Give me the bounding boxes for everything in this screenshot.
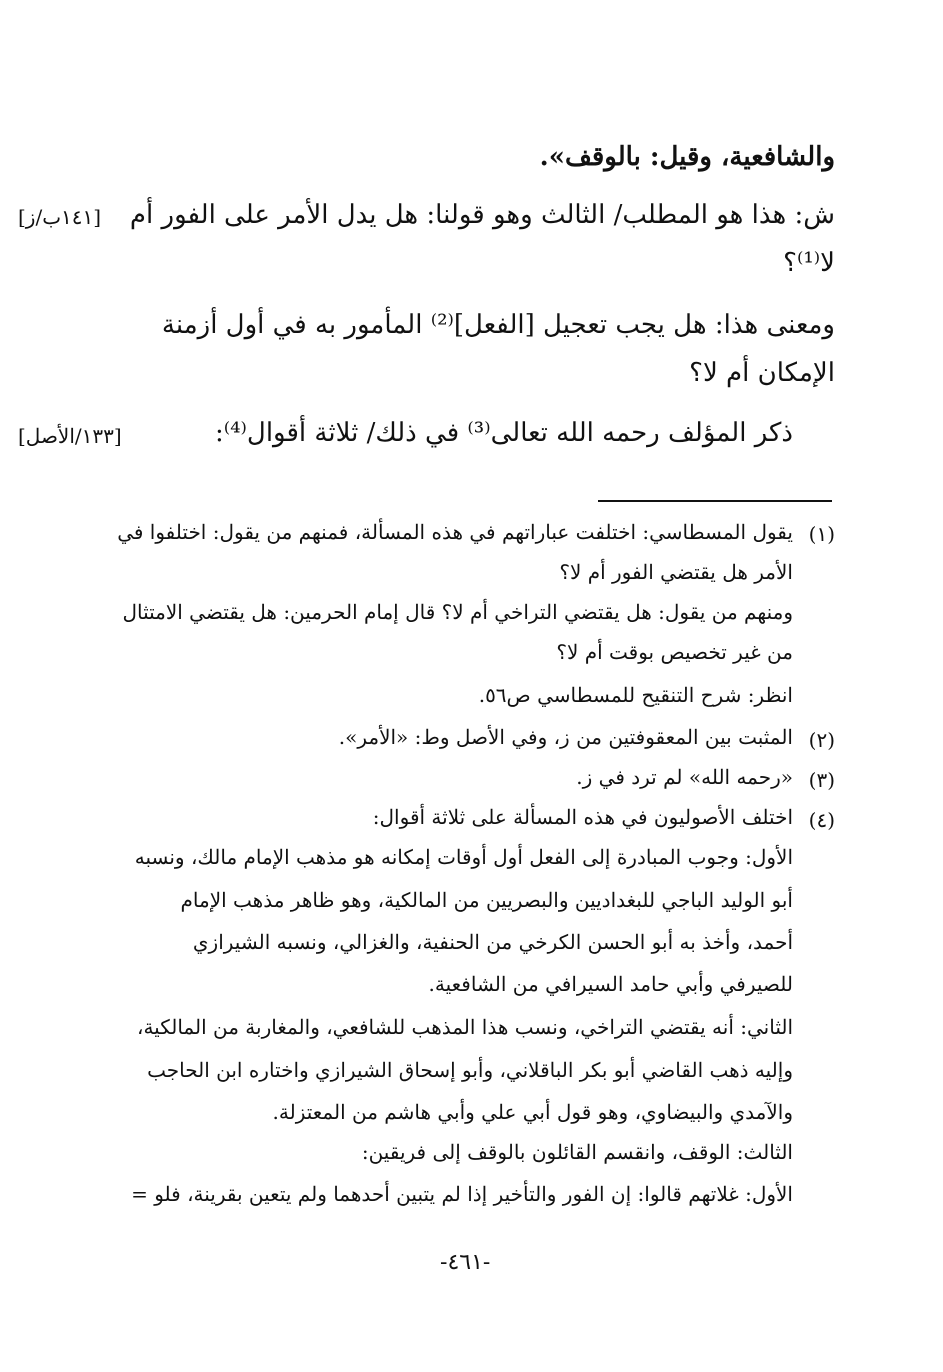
footnote-4-line-6: الثاني: أنه يقتضي التراخي، ونسب هذا المذهب للشافعي، والمغاربة من المالكية،	[136, 1015, 793, 1039]
footnote-4-line-7: وإليه ذهب القاضي أبو بكر الباقلاني، وأبو إسحاق الشيرازي واختاره ابن الحاجب	[147, 1058, 793, 1082]
footnote-1-line-4: من غير تخصيص بوقت أم لا؟	[556, 640, 793, 664]
main-line-2: ش: هذا هو المطلب/ الثالث وهو قولنا: هل يدل الأمر على الفور أم	[129, 200, 835, 230]
footnote-1-line-3: ومنهم من يقول: هل يقتضي التراخي أم لا؟ قال إمام الحرمين: هل يقتضي الامتثال	[122, 600, 793, 624]
footnote-2-line-1: المثبت بين المعقوفتين من ز، وفي الأصل وط: «الأمر».	[338, 725, 793, 749]
footnote-1-number: (١)	[808, 522, 835, 546]
main-line-1: والشافعية، وقيل: بالوقف».	[539, 142, 835, 172]
main-line-5: الإمكان أم لا؟	[689, 358, 835, 388]
footnote-2-number: (٢)	[808, 728, 835, 752]
footnote-4-line-4: أحمد، وأخذ به أبو الحسن الكرخي من الحنفية، والغزالي، ونسبه الشيرازي	[192, 930, 793, 954]
footnote-3-line-1: «رحمه الله» لم ترد في ز.	[576, 765, 793, 789]
main-line-4: ومعنى هذا: هل يجب تعجيل [الفعل]⁽²⁾ المأمور به في أول أزمنة	[161, 310, 835, 340]
footnote-1-line-1: يقول المسطاسي: اختلفت عباراتهم في هذه المسألة، فمنهم من يقول: اختلفوا في	[117, 520, 793, 544]
margin-note-folio: [١٤١ب/ز]	[18, 205, 102, 229]
footnote-4-line-5: للصيرفي وأبي حامد السيرافي من الشافعية.	[428, 972, 793, 996]
footnote-4-line-10: الأول: غلاتهم قالوا: إن الفور والتأخير إذا لم يتبين أحدهما ولم يتعين بقرينة، فلو =	[131, 1182, 793, 1206]
main-line-3: لا⁽¹⁾؟	[783, 248, 835, 278]
footnote-4-line-9: الثالث: الوقف، وانقسم القائلون بالوقف إلى فريقين:	[361, 1140, 793, 1164]
margin-note-asl: [١٣٣/الأصل]	[18, 424, 122, 448]
page-number: -٤٦١-	[440, 1250, 491, 1275]
footnote-4-line-8: والآمدي والبيضاوي، وهو قول أبي علي وأبي هاشم من المعتزلة.	[272, 1100, 793, 1124]
footnote-divider	[598, 500, 832, 502]
footnote-4-line-1: اختلف الأصوليون في هذه المسألة على ثلاثة أقوال:	[372, 805, 793, 829]
footnote-4-line-3: أبو الوليد الباجي للبغداديين والبصريين من المالكية، وهو ظاهر مذهب الإمام	[180, 888, 793, 912]
footnote-4-number: (٤)	[808, 808, 835, 832]
main-line-6: ذكر المؤلف رحمه الله تعالى⁽³⁾ في ذلك/ ثلاثة أقوال⁽⁴⁾:	[214, 418, 793, 448]
footnote-3-number: (٣)	[808, 768, 835, 792]
footnote-1-line-5: انظر: شرح التنقيح للمسطاسي ص٥٦.	[478, 683, 793, 707]
footnote-1-line-2: الأمر هل يقتضي الفور أم لا؟	[559, 560, 793, 584]
footnote-4-line-2: الأول: وجوب المبادرة إلى الفعل أول أوقات إمكانه هو مذهب الإمام مالك، ونسبه	[134, 845, 793, 869]
